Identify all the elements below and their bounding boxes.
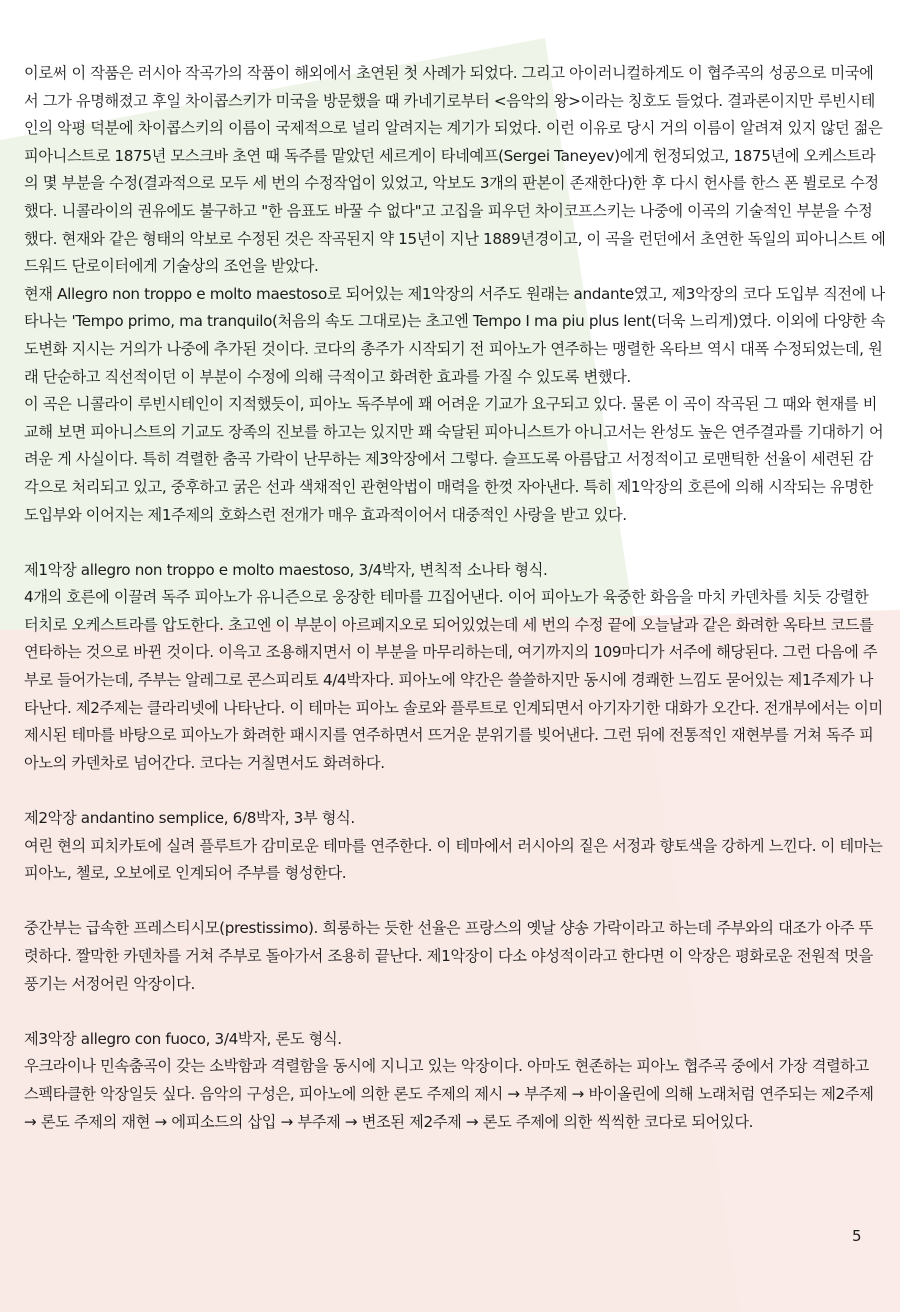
intro-paragraph-1: 이로써 이 작품은 러시아 작곡가의 작품이 해외에서 초연된 첫 사례가 되었다. 그리고 아이러니컬하게도 이 협주곡의 성공으로 미국에서 그가 유명해졌고 후일 차이콥스키가 미국을 방문했을 때 카네기로부터 <음악의 왕>이라는 칭호도 들었다. 결과론이지만 루빈시테인의 악평 덕분에 차이콥스키의 이름이 국제적으로 널리 알려지는 계기가 되었다. 이런 이유로 당시 거의 이름이 알려져 있지 않던 젊은 피아니스트로 1875년 모스크바 초연 때 독주를 맡았던 세르게이 타네예프(Sergei Taneyev)에게 헌정되었고, 1875년에 오케스트라의 몇 부분을 수정(결과적으로 모두 세 번의 수정작업이 있었고, 악보도 3개의 판본이 존재한다)한 후 다시 헌사를 한스 폰 뷜로로 수정했다. 니콜라이의 권유에도 불구하고 "한 음표도 바꿀 수 없다"고 고집을 피우던 차이코프스키는 나중에 이곡의 기술적인 부분을 수정했다. 현재와 같은 형태의 악보로 수정된 것은 작곡된지 약 15년이 지난 1889년경이고, 이 곡을 런던에서 초연한 독일의 피아니스트 에드워드 단로이터에게 기술상의 조언을 받았다. (24, 64, 886, 276)
movement2-body-2: 중간부는 급속한 프레스티시모(prestissimo). 희롱하는 듯한 선율은 프랑스의 옛날 샹송 가락이라고 하는데 주부와의 대조가 아주 뚜렷하다. 짤막한 카덴차를 거쳐 주부로 돌아가서 조용히 끝난다. 제1악장이 다소 야성적이라고 한다면 이 악장은 평화로운 전원적 멋을 풍기는 서정어린 악장이다. (24, 919, 873, 993)
movement2-title: 제2악장 andantino semplice, 6/8박자, 3부 형식. (24, 809, 355, 828)
intro-paragraph-2: 현재 Allegro non troppo e molto maestoso로 되어있는 제1악장의 서주도 원래는 andante였고, 제3악장의 코다 도입부 직전에 나타나는 'Tempo primo, ma tranquilo(처음의 속도 그대로)는 초고엔 Tempo I ma piu plus lent(더욱 느리게)였다. 이외에 다양한 속도변화 지시는 거의가 나중에 추가된 것이다. 코다의 총주가 시작되기 전 피아노가 연주하는 맹렬한 옥타브 역시 대폭 수정되었는데, 원래 단순하고 직선적이던 이 부분이 수정에 의해 극적이고 화려한 효과를 가질 수 있도록 변했다. (24, 284, 886, 386)
page-number: 5 (852, 1227, 862, 1245)
intro-paragraph-3: 이 곡은 니콜라이 루빈시테인이 지적했듯이, 피아노 독주부에 꽤 어려운 기교가 요구되고 있다. 물론 이 곡이 작곡된 그 때와 현재를 비교해 보면 피아니스트의 기교도 장족의 진보를 하고는 있지만 꽤 숙달된 피아니스트가 아니고서는 완성도 높은 연주결과를 기대하기 어려운 게 사실이다. 특히 격렬한 춤곡 가락이 난무하는 제3악장에서 그렇다. 슬프도록 아름답고 서정적이고 로맨틱한 선율이 세련된 감각으로 처리되고 있고, 중후하고 굵은 선과 색채적인 관현악법이 매력을 한껏 자아낸다. 특히 제1악장의 호른에 의해 시작되는 유명한 도입부와 이어지는 제1주제의 호화스런 전개가 매우 효과적이어서 대중적인 사랑을 받고 있다. (24, 395, 884, 524)
movement1-title: 제1악장 allegro non troppo e molto maestoso, 3/4박자, 변칙적 소나타 형식. (24, 560, 548, 579)
movement3-title: 제3악장 allegro con fuoco, 3/4박자, 론도 형식. (24, 1029, 342, 1048)
article-body (24, 60, 886, 1136)
movement3-body: 우크라이나 민속춤곡이 갖는 소박함과 격렬함을 동시에 지니고 있는 악장이다. 아마도 현존하는 피아노 협주곡 중에서 가장 격렬하고 스펙타클한 악장일듯 싶다. 음악의 구성은, 피아노에 의한 론도 주제의 제시 → 부주제 → 바이올린에 의해 노래처럼 연주되는 제2주제 → 론도 주제의 재현 → 에피소드의 삽입 → 부주제 → 변조된 제2주제 → 론도 주제에 의한 씩씩한 코다로 되어있다. (24, 1057, 874, 1131)
movement2-body-1: 여린 현의 피치카토에 실려 플루트가 감미로운 테마를 연주한다. 이 테마에서 러시아의 짙은 서정과 향토색을 강하게 느낀다. 이 테마는 피아노, 첼로, 오보에로 인계되어 주부를 형성한다. (24, 836, 883, 883)
movement1-body: 4개의 호른에 이끌려 독주 피아노가 유니즌으로 웅장한 테마를 끄집어낸다. 이어 피아노가 육중한 화음을 마치 카덴차를 치듯 강렬한 터치로 오케스트라를 압도한다. 초고엔 이 부분이 아르페지오로 되어있었는데 세 번의 수정 끝에 오늘날과 같은 화려한 옥타브 코드를 연타하는 것으로 바뀐 것이다. 이윽고 조용해지면서 이 부분을 마무리하는데, 여기까지의 109마디가 서주에 해당된다. 그런 다음에 주부로 들어가는데, 주부는 알레그로 콘스피리토 4/4박자다. 피아노에 약간은 쓸쓸하지만 동시에 경쾌한 느낌도 묻어있는 제1주제가 나타난다. 제2주제는 클라리넷에 나타난다. 이 테마는 피아노 솔로와 플루트로 인계되면서 아기자기한 대화가 오간다. 전개부에서는 이미 제시된 테마를 바탕으로 피아노가 화려한 패시지를 연주하면서 뜨거운 분위기를 빚어낸다. 그런 뒤에 전통적인 재현부를 거쳐 독주 피아노의 카덴차로 넘어간다. 코다는 거칠면서도 화려하다. (24, 588, 883, 772)
